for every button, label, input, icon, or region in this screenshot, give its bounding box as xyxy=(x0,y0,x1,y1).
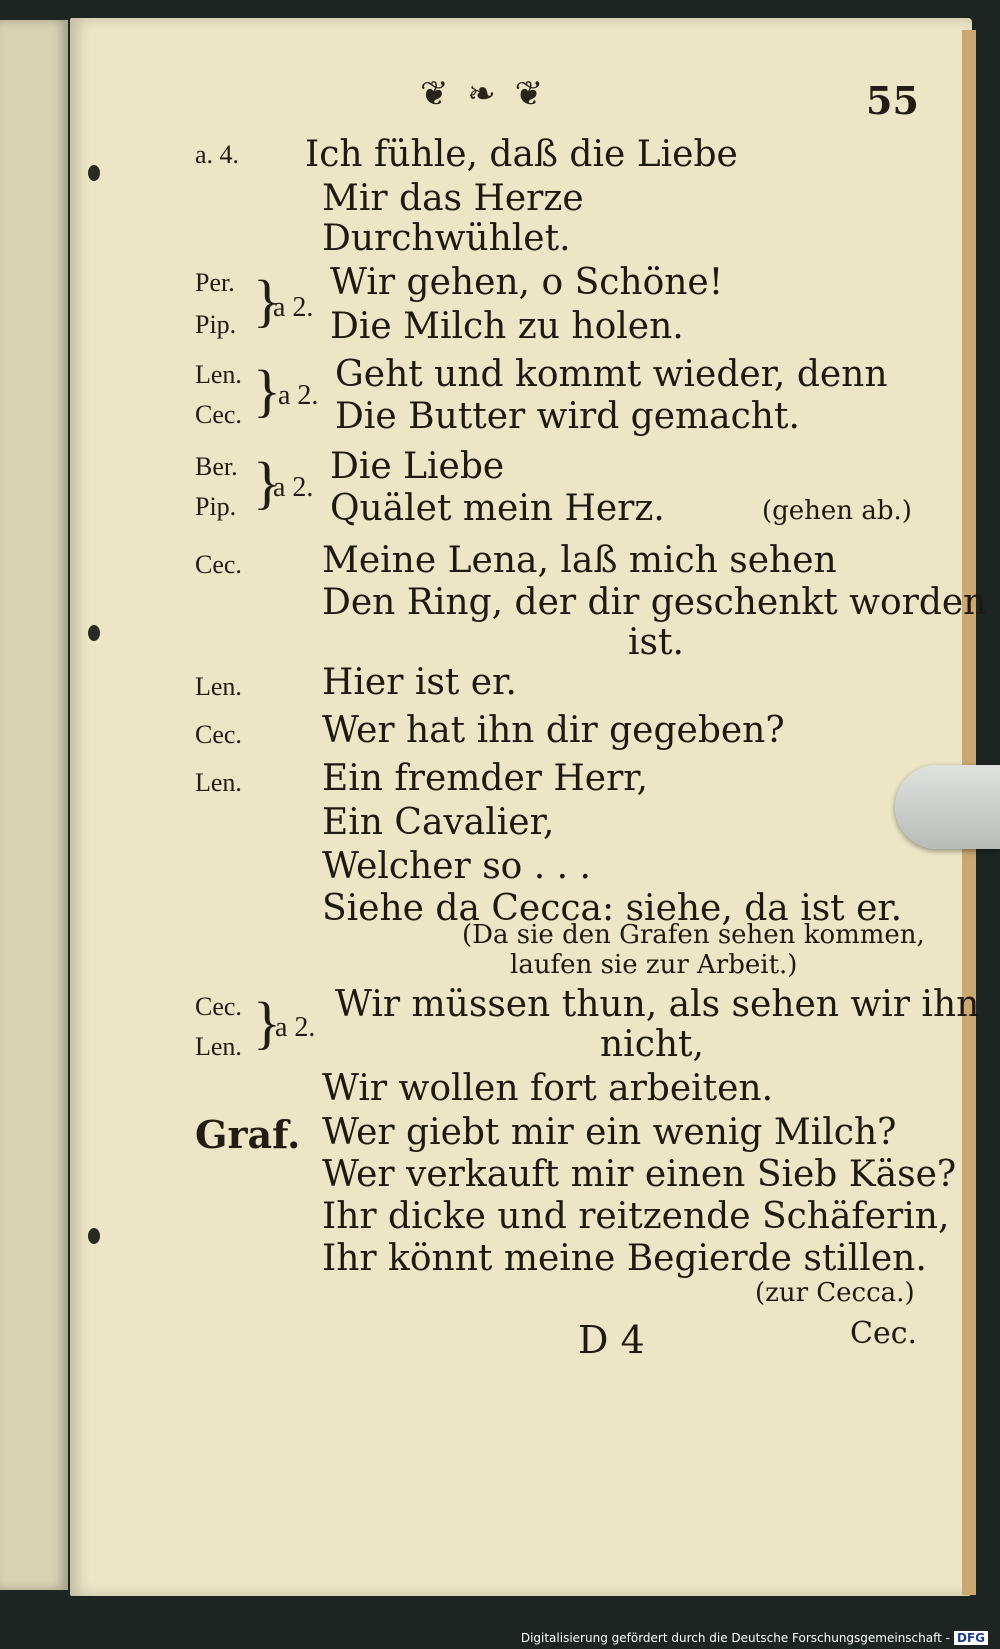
a2-marker: a 2. xyxy=(275,1012,316,1043)
verse-line: Geht und kommt wieder, denn xyxy=(335,354,888,395)
binding-hole xyxy=(88,1228,100,1244)
binding-hole xyxy=(88,165,100,181)
speaker-label: Len. xyxy=(195,768,242,797)
verse-line: Die Liebe xyxy=(330,446,505,487)
verse-line: Die Milch zu holen. xyxy=(330,306,684,347)
verse-line: Durchwühlet. xyxy=(322,218,571,259)
verse-line: Welcher so . . . xyxy=(322,846,591,887)
verse-line: Wir gehen, o Schöne! xyxy=(330,262,724,303)
stage-direction: (zur Cecca.) xyxy=(755,1278,915,1308)
a2-marker: a 2. xyxy=(273,292,314,323)
verse-line: Quälet mein Herz. xyxy=(330,488,665,529)
speaker-label: Pip. xyxy=(195,310,237,339)
speaker-label: Per. xyxy=(195,268,235,297)
page-clip xyxy=(895,765,1000,849)
speaker-label: Cec. xyxy=(195,992,242,1021)
speaker-label: Len. xyxy=(195,1032,242,1061)
catchword: Cec. xyxy=(850,1316,918,1351)
verse-line: Meine Lena, laß mich sehen xyxy=(322,540,837,581)
verse-line: Die Butter wird gemacht. xyxy=(335,396,800,437)
verse-line: Den Ring, der dir geschenkt worden xyxy=(322,582,987,623)
brace: } xyxy=(253,990,281,1055)
dfg-logo: DFG xyxy=(954,1631,988,1645)
stage-direction: laufen sie zur Arbeit.) xyxy=(510,950,798,980)
footer-text: Digitalisierung gefördert durch die Deutsche Forschungsgemeinschaft - xyxy=(520,1631,950,1645)
speaker-label: Cec. xyxy=(195,720,242,749)
facing-page-edge xyxy=(0,20,68,1590)
verse-line: Ein fremder Herr, xyxy=(322,758,649,799)
verse-line: Hier ist er. xyxy=(322,662,517,703)
speaker-label: Len. xyxy=(195,672,242,701)
verse-line: Mir das Herze xyxy=(322,178,584,219)
speaker-label: Ber. xyxy=(195,452,238,481)
verse-line: Wir wollen fort arbeiten. xyxy=(322,1068,774,1109)
verse-line: Ich fühle, daß die Liebe xyxy=(305,134,738,175)
a2-marker: a 2. xyxy=(278,380,319,411)
header-ornament: ❦ ❧ ❦ xyxy=(420,74,548,114)
speaker-label: Cec. xyxy=(195,400,242,429)
speaker-label: Pip. xyxy=(195,492,237,521)
speaker-label: Cec. xyxy=(195,550,242,579)
binding-hole xyxy=(88,625,100,641)
speaker-label: a. 4. xyxy=(195,140,240,169)
signature-mark: D 4 xyxy=(578,1318,645,1362)
brace: } xyxy=(253,268,281,333)
verse-line: Wer verkauft mir einen Sieb Käse? xyxy=(322,1154,957,1195)
verse-line: Ihr dicke und reitzende Schäferin, xyxy=(322,1196,950,1237)
speaker-label: Len. xyxy=(195,360,242,389)
a2-marker: a 2. xyxy=(273,472,314,503)
speaker-label: Graf. xyxy=(195,1112,301,1157)
verse-line: Wir müssen thun, als sehen wir ihn xyxy=(335,984,980,1025)
funding-footer xyxy=(521,1631,988,1645)
verse-line: Wer hat ihn dir gegeben? xyxy=(322,710,785,751)
verse-line: Siehe da Cecca: siehe, da ist er. xyxy=(322,888,903,929)
verse-line: Ihr könnt meine Begierde stillen. xyxy=(322,1238,927,1279)
stage-direction: (Da sie den Grafen sehen kommen, xyxy=(462,920,925,950)
page-number: 55 xyxy=(866,78,919,123)
verse-line: ist. xyxy=(628,622,684,663)
stage-direction: (gehen ab.) xyxy=(762,496,912,526)
brace: } xyxy=(253,450,281,515)
verse-line: Wer giebt mir ein wenig Milch? xyxy=(322,1112,897,1153)
verse-line: Ein Cavalier, xyxy=(322,802,555,843)
brace: } xyxy=(253,358,281,423)
verse-line: nicht, xyxy=(600,1024,704,1065)
